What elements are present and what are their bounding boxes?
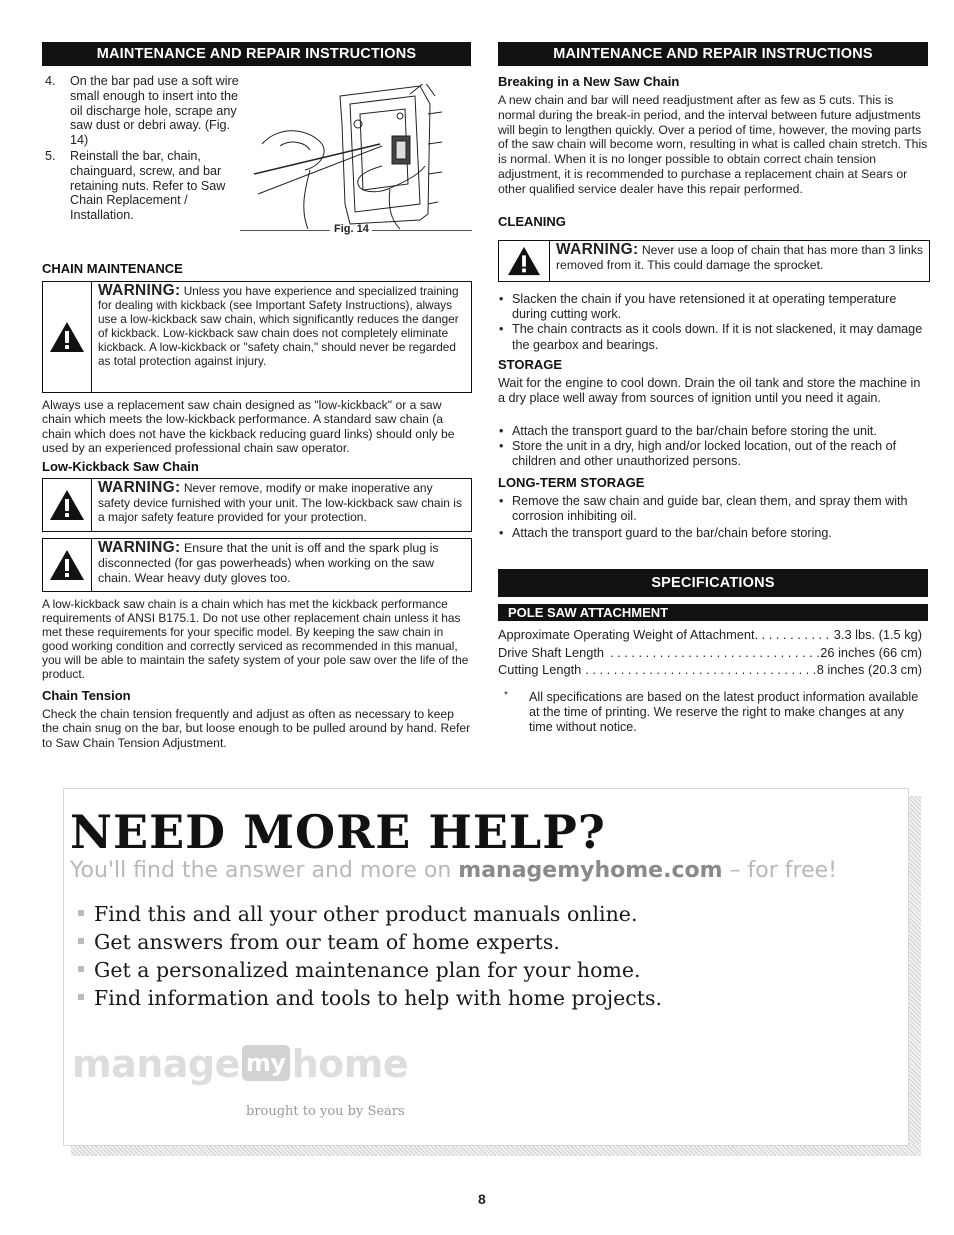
logo-my-badge: my <box>242 1045 290 1081</box>
brought-by-sears: brought to you by Sears <box>246 1104 405 1119</box>
tagline-suffix: – for free! <box>722 858 837 883</box>
warning-triangle-icon <box>506 245 542 277</box>
warning-2-text: Never remove, modify or make inoperative any safety device furnished with your unit. The low-kickback saw chain is a major safety feature provided for your protection. <box>98 481 462 524</box>
step-5 <box>42 149 242 223</box>
footnote-marker: * <box>504 690 508 701</box>
storage-text: Wait for the engine to cool down. Drain the oil tank and store the machine in a dry place well away from sources of ignition until you need it again. <box>498 376 921 406</box>
warning-1-title: WARNING: <box>98 282 181 299</box>
specifications-header: SPECIFICATIONS <box>498 569 928 597</box>
list-item: • Slacken the chain if you have retensioned it at operating temperature during cutting work. <box>498 292 930 322</box>
need-more-help-title: NEED MORE HELP? <box>70 805 606 859</box>
logo-text-home: home <box>291 1042 409 1086</box>
bullet-square-icon <box>78 994 84 1000</box>
warning-box-spark-plug <box>42 538 472 592</box>
bullet-square-icon <box>78 938 84 944</box>
spec-row <box>498 644 922 662</box>
cleaning-heading: CLEANING <box>498 214 566 229</box>
long-term-bullet-list <box>498 494 934 542</box>
bullet-square-icon <box>78 966 84 972</box>
specifications-footnote: All specifications are based on the latest product information available at the time of printing. We reserve the right to make changes at any time without notice. <box>529 690 919 734</box>
warning-triangle-icon <box>48 548 86 582</box>
chain-tension-heading: Chain Tension <box>42 688 131 703</box>
step-5-text: Reinstall the bar, chain, chainguard, screw, and bar retaining nuts. Refer to Saw Chain Replacement / Installation. <box>70 148 226 223</box>
step-4-number: 4. <box>45 74 56 88</box>
breaking-in-text: A new chain and bar will need readjustment after as few as 5 cuts. This is normal during the break-in period, and the interval between future adjustments will begin to lengthen quickly. Over a period of time, however, the moving parts of the saw chain will become worn, resulting in what is called chain stretch. This is normal. When it is no longer possible to obtain correct chain tension adjustment, it is recommended to purchase a replacement chain at Sears or other qualified service dealer have this repair performed. <box>498 93 928 196</box>
spec-value: 3.3 lbs. (1.5 kg) <box>833 627 922 642</box>
chain-maintenance-heading: CHAIN MAINTENANCE <box>42 261 183 276</box>
help-benefits-list <box>78 900 898 1012</box>
low-kickback-heading: Low-Kickback Saw Chain <box>42 459 199 474</box>
spec-row <box>498 661 922 679</box>
spec-value: 26 inches (66 cm) <box>820 644 922 660</box>
warning-box-kickback <box>42 281 472 393</box>
warning-3-title: WARNING: <box>98 539 181 556</box>
warning-box-safety-device <box>42 478 472 532</box>
list-item-text: Get answers from our team of home experts. <box>94 930 560 954</box>
tagline-website-link[interactable]: managemyhome.com <box>458 858 723 883</box>
fig-rule-left <box>240 230 330 231</box>
step-4 <box>42 74 242 148</box>
list-item <box>78 956 898 984</box>
warning-triangle-icon <box>48 320 86 354</box>
storage-heading: STORAGE <box>498 357 563 372</box>
list-item: • Attach the transport guard to the bar/chain before storing the unit. <box>498 424 934 439</box>
step-list <box>42 74 242 223</box>
replacement-chain-paragraph: Always use a replacement saw chain designed as "low-kickback" or a saw chain which meets the low-kickback performance. A standard saw chain (a chain which does not have the kickback reducing guard links) should only be used by an experienced professional chain saw operator. <box>42 398 455 456</box>
list-item <box>78 928 898 956</box>
logo-text-manage: manage <box>72 1042 240 1086</box>
bullet-square-icon <box>78 910 84 916</box>
cleaning-warning-text: Never use a loop of chain that has more than 3 links removed from it. This could damage the sprocket. <box>556 243 924 272</box>
list-item: • The chain contracts as it cools down. If it is not slackened, it may damage the gearbox and bearings. <box>498 322 930 352</box>
step-4-text: On the bar pad use a soft wire small enough to insert into the oil discharge hole, scrape any saw dust or debri away. (Fig. 14) <box>70 74 239 148</box>
long-term-storage-heading: LONG-TERM STORAGE <box>498 475 645 490</box>
list-item <box>78 900 898 928</box>
spec-label: Drive Shaft Length <box>498 644 604 660</box>
left-section-header: MAINTENANCE AND REPAIR INSTRUCTIONS <box>42 42 471 66</box>
page-number: 8 <box>478 1191 486 1207</box>
spec-row <box>498 626 922 644</box>
spec-label: Approximate Operating Weight of Attachment <box>498 627 755 642</box>
pole-saw-attachment-subheader: POLE SAW ATTACHMENT <box>498 604 928 621</box>
cleaning-bullet-list <box>498 292 930 353</box>
warning-box-chain-loop <box>498 240 930 282</box>
fig-rule-right <box>372 230 472 231</box>
warning-1-text: Unless you have experience and specialized training for dealing with kickback (see Important Safety Instructions), always use a low-kickback saw chain, which significantly reduces the danger of kickback. Low-kickback saw chain does not completely eliminate kickback. A low-kickback or "safety chain," should never be regarded as total protection against injury. <box>98 284 459 369</box>
warning-icon-cell <box>43 282 92 392</box>
specifications-table <box>498 626 922 679</box>
chain-tension-text: Check the chain tension frequently and adjust as often as necessary to keep the chain snug on the bar, but loose enough to be pulled around by hand. Refer to Saw Chain Tension Adjustment. <box>42 707 471 750</box>
tagline-text: You'll find the answer and more on <box>70 858 459 883</box>
fig-14-illustration <box>250 84 450 234</box>
right-section-header: MAINTENANCE AND REPAIR INSTRUCTIONS <box>498 42 928 66</box>
list-item <box>78 984 898 1012</box>
cleaning-warning-title: WARNING: <box>556 241 639 258</box>
storage-bullet-list <box>498 424 934 470</box>
spec-value: 8 inches (20.3 cm) <box>816 662 922 678</box>
managemyhome-logo <box>72 1042 408 1086</box>
warning-2-title: WARNING: <box>98 479 181 496</box>
low-kickback-definition-paragraph: A low-kickback saw chain is a chain which has met the kickback performance requirements of ANSI B175.1. Do not use other replacement chain unless it has met these requirements for your specific model. By keeping the saw chain in good working condition and correctly serviced as recommended in this manual, you will be able to maintain the safety system of your pole saw over the life of the product. <box>42 597 469 681</box>
warning-triangle-icon <box>48 488 86 522</box>
fig-14-label: Fig. 14 <box>334 223 369 235</box>
list-item: • Attach the transport guard to the bar/chain before storing. <box>498 526 934 541</box>
step-5-number: 5. <box>45 148 56 163</box>
warning-3-text: Ensure that the unit is off and the spark plug is disconnected (for gas powerheads) when working on the saw chain. Wear heavy duty gloves too. <box>98 541 439 585</box>
list-item-text: Find this and all your other product manuals online. <box>94 902 638 926</box>
breaking-in-heading: Breaking in a New Saw Chain <box>498 74 680 89</box>
spec-label: Cutting Length <box>498 662 582 678</box>
list-item: • Remove the saw chain and guide bar, clean them, and spray them with corrosion inhibiting oil. <box>498 494 934 524</box>
list-item-text: Get a personalized maintenance plan for your home. <box>94 958 641 982</box>
list-item: • Store the unit in a dry, high and/or locked location, out of the reach of children and other unauthorized persons. <box>498 439 934 469</box>
help-tagline <box>70 858 837 883</box>
list-item-text: Find information and tools to help with home projects. <box>94 986 663 1010</box>
